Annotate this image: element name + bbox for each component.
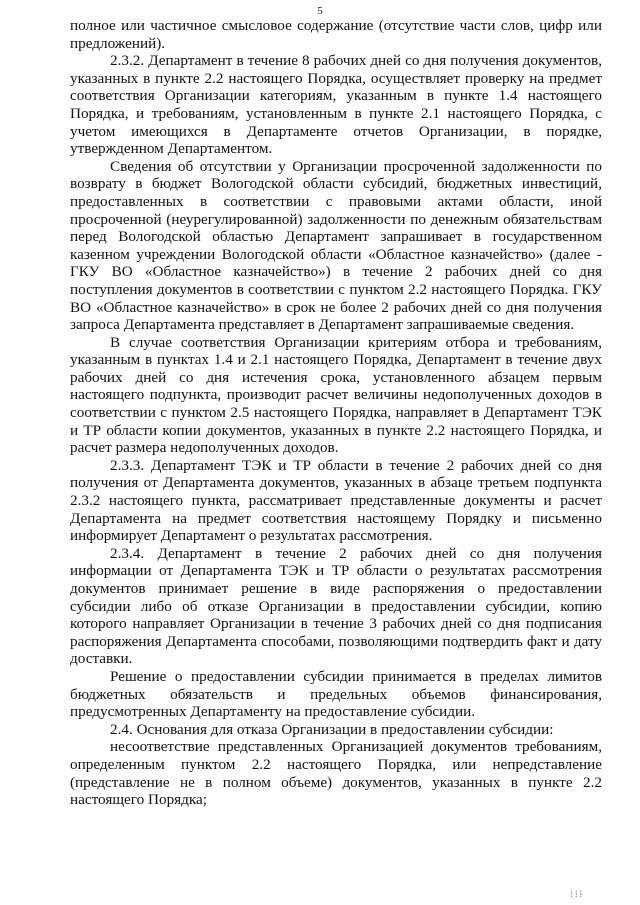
paragraph-2-3-4: 2.3.4. Департамент в течение 2 рабочих дней со дня получения информации от Департамента ТЭК и ТР области о результатах рассмотрения документов принимает решение в виде распоряжения о предоставлении субсидии либо об отказе Организации в предоставлении субсидии, копию которого направляет Организации в течение 3 рабочих дней со дня подписания распоряжения Департамента способами, позволяющими подтвердить факт и дату доставки. [70, 544, 602, 668]
document-body [70, 17, 602, 809]
paragraph-2-3-2: 2.3.2. Департамент в течение 8 рабочих дней со дня получения документов, указанных в пункте 2.2 настоящего Порядка, осуществляет проверку на предмет соответствия Организации категориям, указанным в пункте 1.4 настоящего Порядка, и требованиям, установленным в пункте 2.1 настоящего Порядка, с учетом имеющихся в Департаменте отчетов Организации, в порядке, утвержденном Департаментом. [70, 52, 602, 158]
paragraph-continuation: полное или частичное смысловое содержание (отсутствие части слов, цифр или предложений). [70, 17, 602, 52]
paragraph-2-4: 2.4. Основания для отказа Организации в предоставлении субсидии: [110, 720, 554, 738]
paragraph-compliance: В случае соответствия Организации критериям отбора и требованиям, указанным в пунктах 1.4 и 2.1 настоящего Порядка, Департамент в течение двух рабочих дней со дня истечения срока, установленного абзацем первым настоящего подпункта, производит расчет величины недополученных доходов в соответствии с пунктом 2.5 настоящего Порядка, направляет в Департамент ТЭК и ТР области копии документов, указанных в пункте 2.2 настоящего Порядка, и расчет размера недополученных доходов. [70, 333, 602, 457]
scan-mark: ⁞⁞⁞ [570, 889, 584, 899]
page-number: 5 [317, 5, 323, 17]
paragraph-refusal-ground: несоответствие представленных Организацией документов требованиям, определенным пунктом 2.2 настоящего Порядка, или непредставление (представление не в полном объеме) документов, указанных в пункте 2.2 настоящего Порядка; [70, 738, 602, 809]
paragraph-debt-info: Сведения об отсутствии у Организации просроченной задолженности по возврату в бюджет Вологодской области субсидий, бюджетных инвестиций, предоставленных в соответствии с правовыми актами области, иной просроченной (неурегулированной) задолженности по денежным обязательствам перед Вологодской областью Департамент запрашивает в государственном казенном учреждении Вологодской области «Областное казначейство» (далее - ГКУ ВО «Областное казначейство») в течение 2 рабочих дней со дня поступления документов в соответствии с пунктом 2.2 настоящего Порядка. ГКУ ВО «Областное казначейство» в срок не более 2 рабочих дней со дня получения запроса Департамента представляет в Департамент запрашиваемые сведения. [70, 157, 602, 334]
paragraph-2-3-3: 2.3.3. Департамент ТЭК и ТР области в течение 2 рабочих дней со дня получения от Департамента документов, указанных в абзаце третьем подпункта 2.3.2 настоящего пункта, рассматривает представленные документы и расчет Департамента на предмет соответствия настоящему Порядку и письменно информирует Департамент о результатах рассмотрения. [70, 456, 602, 545]
paragraph-decision: Решение о предоставлении субсидии принимается в пределах лимитов бюджетных обязательств и предельных объемов финансирования, предусмотренных Департаменту на предоставление субсидии. [70, 667, 602, 721]
